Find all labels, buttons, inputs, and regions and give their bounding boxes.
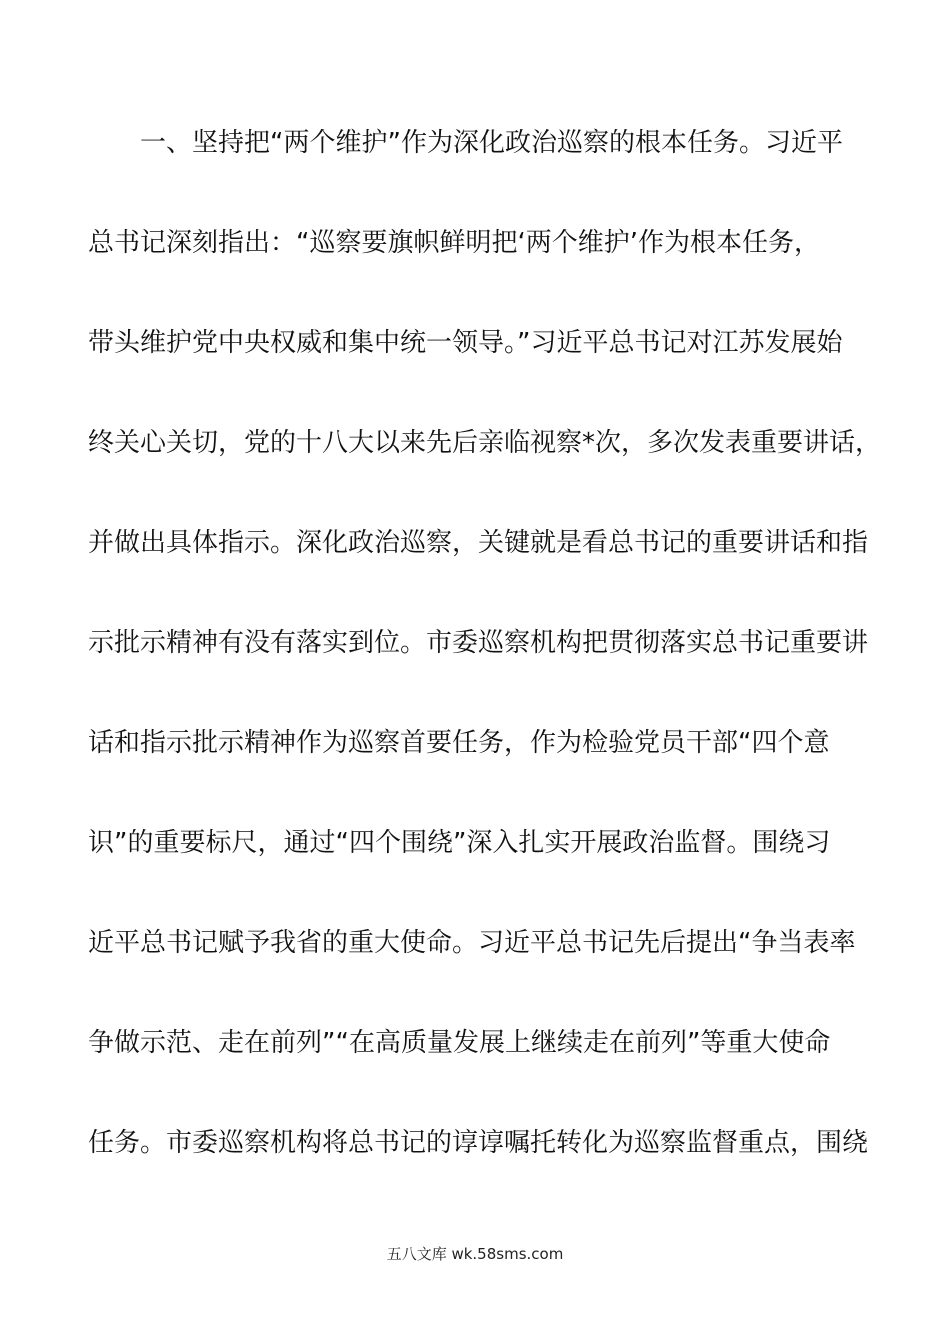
body-text-line: 并做出具体指示。深化政治巡察，关键就是看总书记的重要讲话和指 [88, 528, 869, 558]
body-text-line: 总书记深刻指出：“巡察要旗帜鲜明把‘两个维护’作为根本任务， [88, 228, 820, 258]
page-footer-watermark: 五八文库 wk.58sms.com [386, 1245, 564, 1263]
body-text-line: 近平总书记赋予我省的重大使命。习近平总书记先后提出“争当表率 [88, 928, 856, 958]
body-text-line: 话和指示批示精神作为巡察首要任务，作为检验党员干部“四个意 [88, 728, 830, 758]
body-text-line: 终关心关切，党的十八大以来先后亲临视察*次，多次发表重要讲话， [88, 428, 882, 458]
body-text-line: 识”的重要标尺，通过“四个围绕”深入扎实开展政治监督。围绕习 [88, 828, 831, 858]
body-text-line: 示批示精神有没有落实到位。市委巡察机构把贯彻落实总书记重要讲 [88, 628, 869, 658]
body-text-line: 一、坚持把“两个维护”作为深化政治巡察的根本任务。习近平 [88, 128, 843, 158]
body-text-line: 带头维护党中央权威和集中统一领导。”习近平总书记对江苏发展始 [88, 328, 843, 358]
body-text-line: 任务。市委巡察机构将总书记的谆谆嘱托转化为巡察监督重点，围绕 [88, 1128, 869, 1158]
body-text-line: 争做示范、走在前列”“在高质量发展上继续走在前列”等重大使命 [88, 1028, 831, 1058]
